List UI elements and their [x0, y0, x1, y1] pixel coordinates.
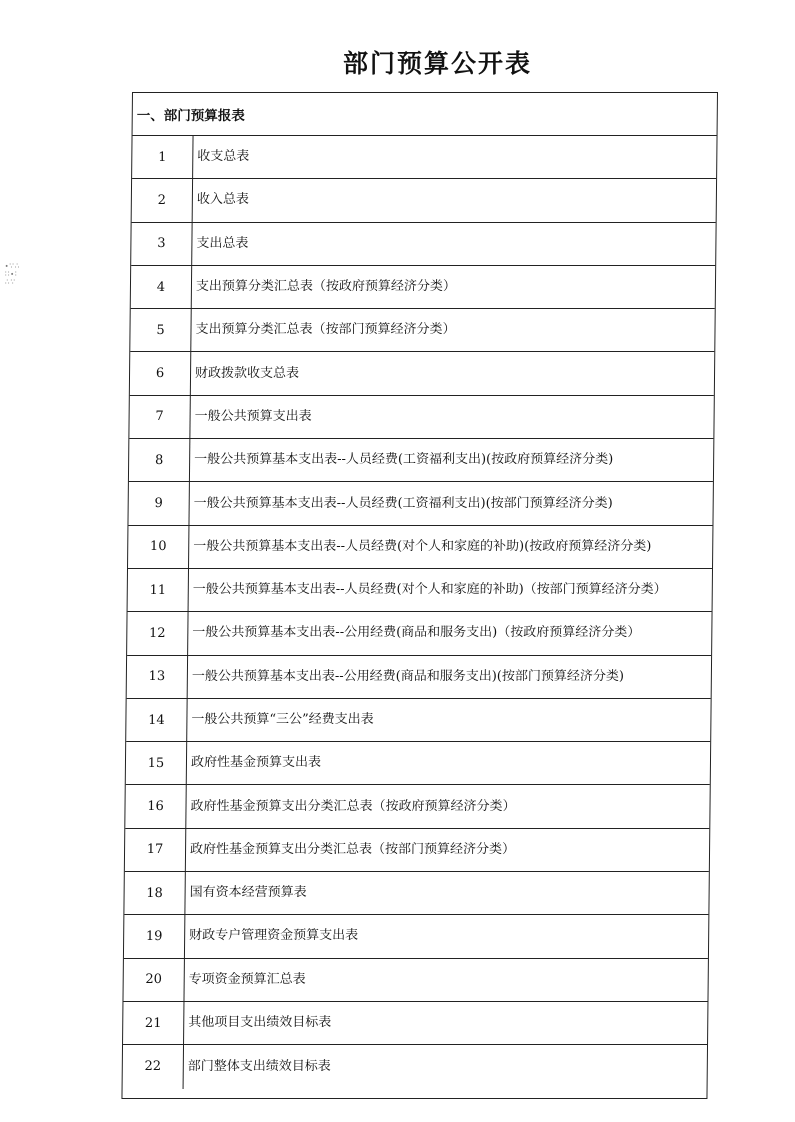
table-row-4 — [131, 266, 715, 309]
row-title: 支出预算分类汇总表（按部门预算经济分类） — [190, 309, 714, 351]
table-row-15 — [126, 742, 710, 785]
row-title: 专项资金预算汇总表 — [183, 959, 707, 1001]
row-number: 12 — [148, 625, 166, 641]
row-number: 20 — [145, 972, 163, 988]
row-title: 一般公共预算基本支出表--人员经费(工资福利支出)(按部门预算经济分类) — [188, 482, 712, 524]
row-title: 一般公共预算支出表 — [189, 396, 713, 438]
table-row-11 — [128, 569, 712, 612]
row-title: 收入总表 — [192, 179, 716, 221]
table-row-21 — [123, 1002, 707, 1045]
table-row-16 — [125, 785, 709, 828]
row-number: 9 — [154, 496, 163, 512]
row-number: 17 — [146, 842, 164, 858]
row-number: 6 — [155, 366, 165, 382]
row-number: 5 — [156, 322, 165, 338]
table-row-10 — [128, 526, 712, 569]
row-title: 一般公共预算基本支出表--人员经费(工资福利支出)(按政府预算经济分类) — [189, 439, 713, 481]
report-table — [121, 92, 718, 1099]
row-number: 22 — [144, 1059, 162, 1075]
row-number: 10 — [149, 539, 167, 555]
row-number: 18 — [146, 885, 163, 901]
row-title: 财政拨款收支总表 — [190, 352, 714, 394]
row-number: 16 — [147, 799, 164, 815]
row-title: 国有资本经营预算表 — [184, 872, 708, 914]
scan-artifact-marks: ∙∵∴ ∷∙∶ ∴∵ — [5, 262, 21, 286]
table-row-20 — [123, 959, 707, 1002]
report-rows — [123, 136, 717, 1089]
row-number: 7 — [155, 409, 164, 425]
table-row-1 — [132, 136, 716, 179]
row-title: 一般公共预算“三公”经费支出表 — [186, 699, 710, 741]
row-number: 19 — [145, 928, 163, 944]
table-row-5 — [130, 309, 714, 352]
row-title: 部门整体支出绩效目标表 — [183, 1045, 707, 1088]
row-title: 支出预算分类汇总表（按政府预算经济分类） — [191, 266, 715, 308]
row-title: 财政专户管理资金预算支出表 — [184, 915, 708, 957]
table-row-22 — [123, 1045, 707, 1088]
row-number: 4 — [156, 279, 166, 295]
page-title: 部门预算公开表 — [342, 49, 532, 78]
row-title: 政府性基金预算支出表 — [186, 742, 710, 784]
table-row-12 — [127, 612, 711, 655]
table-row-8 — [129, 439, 713, 482]
section-header: 一、部门预算报表 — [133, 93, 717, 136]
row-number: 11 — [149, 582, 167, 598]
row-title: 一般公共预算基本支出表--人员经费(对个人和家庭的补助)(按政府预算经济分类) — [188, 526, 712, 568]
row-title: 政府性基金预算支出分类汇总表（按政府预算经济分类） — [185, 785, 709, 827]
row-number: 21 — [144, 1015, 162, 1031]
table-row-17 — [125, 829, 709, 872]
row-number: 3 — [157, 236, 166, 252]
table-row-13 — [127, 656, 711, 699]
table-row-18 — [124, 872, 708, 915]
row-title: 一般公共预算基本支出表--人员经费(对个人和家庭的补助)（按部门预算经济分类） — [188, 569, 712, 611]
row-number: 8 — [154, 452, 164, 468]
table-row-14 — [126, 699, 710, 742]
row-number: 2 — [157, 192, 167, 208]
table-row-2 — [132, 179, 716, 222]
table-row-3 — [131, 223, 715, 266]
row-title: 政府性基金预算支出分类汇总表（按部门预算经济分类） — [185, 829, 709, 871]
table-row-19 — [124, 915, 708, 958]
row-title: 其他项目支出绩效目标表 — [183, 1002, 707, 1044]
row-title: 一般公共预算基本支出表--公用经费(商品和服务支出)（按政府预算经济分类） — [187, 612, 711, 654]
row-title: 收支总表 — [192, 136, 716, 178]
row-number: 14 — [148, 712, 165, 728]
row-number: 1 — [158, 149, 167, 165]
table-row-9 — [128, 482, 712, 525]
table-row-6 — [130, 352, 714, 395]
row-number: 13 — [148, 669, 166, 685]
table-row-7 — [129, 396, 713, 439]
row-title: 一般公共预算基本支出表--公用经费(商品和服务支出)(按部门预算经济分类) — [187, 656, 711, 698]
row-number: 15 — [147, 755, 165, 771]
row-title: 支出总表 — [191, 223, 715, 265]
